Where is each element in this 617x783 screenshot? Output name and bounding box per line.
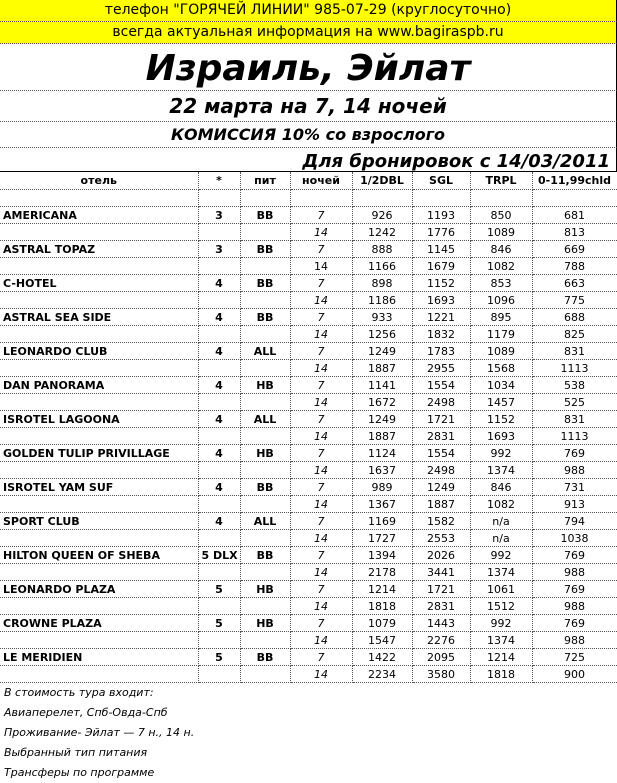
meal-plan: HB bbox=[240, 377, 290, 394]
nights: 14 bbox=[290, 428, 352, 445]
column-header: TRPL bbox=[470, 172, 532, 190]
nights: 14 bbox=[290, 462, 352, 479]
page-title: Израиль, Эйлат bbox=[0, 44, 617, 91]
hotel-stars: 5 bbox=[198, 615, 240, 632]
hotel-stars bbox=[198, 224, 240, 241]
price-child: 669 bbox=[532, 241, 617, 258]
hotel-stars: 4 bbox=[198, 513, 240, 530]
price-child: 831 bbox=[532, 411, 617, 428]
price-sgl: 2831 bbox=[412, 598, 470, 615]
price-trpl: n/a bbox=[470, 513, 532, 530]
nights: 14 bbox=[290, 632, 352, 649]
price-trpl: 992 bbox=[470, 445, 532, 462]
hotel-name: ISROTEL LAGOONA bbox=[0, 411, 198, 428]
nights: 14 bbox=[290, 598, 352, 615]
table-row bbox=[0, 598, 617, 615]
hotel-name: ASTRAL TOPAZ bbox=[0, 241, 198, 258]
table-row bbox=[0, 513, 617, 530]
price-trpl: 895 bbox=[470, 309, 532, 326]
price-sgl: 1249 bbox=[412, 479, 470, 496]
hotel-name bbox=[0, 564, 198, 581]
price-child: 1113 bbox=[532, 428, 617, 445]
price-trpl: 1457 bbox=[470, 394, 532, 411]
price-sgl: 1887 bbox=[412, 496, 470, 513]
meal-plan bbox=[240, 360, 290, 377]
price-half-dbl: 933 bbox=[352, 309, 412, 326]
price-trpl: 846 bbox=[470, 479, 532, 496]
meal-plan: BB bbox=[240, 309, 290, 326]
meal-plan bbox=[240, 598, 290, 615]
price-trpl: 1061 bbox=[470, 581, 532, 598]
hotel-name bbox=[0, 360, 198, 377]
meal-plan bbox=[240, 394, 290, 411]
price-sgl: 2553 bbox=[412, 530, 470, 547]
nights: 14 bbox=[290, 224, 352, 241]
nights: 7 bbox=[290, 241, 352, 258]
hotel-stars bbox=[198, 496, 240, 513]
hotel-stars bbox=[198, 258, 240, 275]
table-row bbox=[0, 343, 617, 360]
nights: 14 bbox=[290, 360, 352, 377]
price-sgl: 1582 bbox=[412, 513, 470, 530]
nights: 14 bbox=[290, 496, 352, 513]
price-trpl: 846 bbox=[470, 241, 532, 258]
table-row bbox=[0, 479, 617, 496]
price-half-dbl: 1124 bbox=[352, 445, 412, 462]
table-row bbox=[0, 275, 617, 292]
hotel-name bbox=[0, 530, 198, 547]
price-half-dbl: 2178 bbox=[352, 564, 412, 581]
price-child: 813 bbox=[532, 224, 617, 241]
meal-plan bbox=[240, 496, 290, 513]
table-row bbox=[0, 547, 617, 564]
price-sgl: 2955 bbox=[412, 360, 470, 377]
dates-subtitle: 22 марта на 7, 14 ночей bbox=[0, 91, 617, 122]
included-notes bbox=[0, 683, 617, 783]
price-child: 769 bbox=[532, 615, 617, 632]
price-half-dbl: 1672 bbox=[352, 394, 412, 411]
price-sgl: 1443 bbox=[412, 615, 470, 632]
nights: 7 bbox=[290, 581, 352, 598]
price-half-dbl: 1249 bbox=[352, 343, 412, 360]
nights: 7 bbox=[290, 649, 352, 666]
price-half-dbl: 1637 bbox=[352, 462, 412, 479]
price-trpl: 1089 bbox=[470, 224, 532, 241]
meal-plan bbox=[240, 564, 290, 581]
table-row bbox=[0, 649, 617, 666]
nights: 14 bbox=[290, 258, 352, 275]
price-child: 681 bbox=[532, 207, 617, 224]
hotel-name: LE MERIDIEN bbox=[0, 649, 198, 666]
price-sgl: 3580 bbox=[412, 666, 470, 683]
meal-plan: HB bbox=[240, 581, 290, 598]
spacer-row bbox=[0, 190, 617, 207]
price-child: 769 bbox=[532, 547, 617, 564]
meal-plan: BB bbox=[240, 241, 290, 258]
table-row bbox=[0, 666, 617, 683]
meal-plan: ALL bbox=[240, 411, 290, 428]
table-row bbox=[0, 309, 617, 326]
price-child: 794 bbox=[532, 513, 617, 530]
hotel-stars: 3 bbox=[198, 207, 240, 224]
price-trpl: 992 bbox=[470, 547, 532, 564]
table-row bbox=[0, 377, 617, 394]
meal-plan bbox=[240, 258, 290, 275]
price-child: 900 bbox=[532, 666, 617, 683]
table-row bbox=[0, 428, 617, 445]
price-half-dbl: 989 bbox=[352, 479, 412, 496]
meal-plan: BB bbox=[240, 207, 290, 224]
price-half-dbl: 1887 bbox=[352, 428, 412, 445]
price-half-dbl: 1887 bbox=[352, 360, 412, 377]
price-child: 1113 bbox=[532, 360, 617, 377]
price-half-dbl: 888 bbox=[352, 241, 412, 258]
column-header: 0-11,99chld bbox=[532, 172, 617, 190]
price-half-dbl: 1141 bbox=[352, 377, 412, 394]
table-row bbox=[0, 241, 617, 258]
price-half-dbl: 1214 bbox=[352, 581, 412, 598]
price-half-dbl: 1166 bbox=[352, 258, 412, 275]
price-half-dbl: 926 bbox=[352, 207, 412, 224]
meal-plan: BB bbox=[240, 649, 290, 666]
price-half-dbl: 898 bbox=[352, 275, 412, 292]
price-trpl: 853 bbox=[470, 275, 532, 292]
table-row bbox=[0, 207, 617, 224]
price-half-dbl: 1727 bbox=[352, 530, 412, 547]
meal-plan: BB bbox=[240, 479, 290, 496]
table-row bbox=[0, 360, 617, 377]
hotel-name bbox=[0, 598, 198, 615]
hotel-stars: 4 bbox=[198, 309, 240, 326]
price-child: 913 bbox=[532, 496, 617, 513]
hotel-stars bbox=[198, 428, 240, 445]
column-header: 1/2DBL bbox=[352, 172, 412, 190]
hotel-name bbox=[0, 258, 198, 275]
hotel-name: ISROTEL YAM SUF bbox=[0, 479, 198, 496]
website-banner: всегда актуальная информация на www.bagiraspb.ru bbox=[0, 22, 617, 44]
price-child: 831 bbox=[532, 343, 617, 360]
hotel-name: AMERICANA bbox=[0, 207, 198, 224]
hotel-name: ASTRAL SEA SIDE bbox=[0, 309, 198, 326]
nights: 7 bbox=[290, 479, 352, 496]
price-half-dbl: 1367 bbox=[352, 496, 412, 513]
price-trpl: 850 bbox=[470, 207, 532, 224]
price-sgl: 2026 bbox=[412, 547, 470, 564]
price-child: 769 bbox=[532, 445, 617, 462]
hotel-stars: 4 bbox=[198, 377, 240, 394]
price-child: 988 bbox=[532, 462, 617, 479]
price-trpl: 1693 bbox=[470, 428, 532, 445]
price-half-dbl: 1394 bbox=[352, 547, 412, 564]
hotel-stars bbox=[198, 326, 240, 343]
price-trpl: 1374 bbox=[470, 462, 532, 479]
price-child: 988 bbox=[532, 598, 617, 615]
price-half-dbl: 1256 bbox=[352, 326, 412, 343]
hotel-name bbox=[0, 394, 198, 411]
note-line: Выбранный тип питания bbox=[4, 746, 148, 759]
hotel-name bbox=[0, 666, 198, 683]
hotel-stars: 4 bbox=[198, 479, 240, 496]
hotel-name: SPORT CLUB bbox=[0, 513, 198, 530]
price-child: 663 bbox=[532, 275, 617, 292]
table-row bbox=[0, 326, 617, 343]
price-child: 1038 bbox=[532, 530, 617, 547]
price-table bbox=[0, 172, 617, 683]
price-sgl: 1221 bbox=[412, 309, 470, 326]
price-sgl: 3441 bbox=[412, 564, 470, 581]
column-header: отель bbox=[0, 172, 198, 190]
nights: 14 bbox=[290, 292, 352, 309]
hotel-stars bbox=[198, 292, 240, 309]
price-trpl: 1214 bbox=[470, 649, 532, 666]
hotel-stars bbox=[198, 462, 240, 479]
hotel-name: HILTON QUEEN OF SHEBA bbox=[0, 547, 198, 564]
hotel-stars bbox=[198, 530, 240, 547]
hotel-name bbox=[0, 462, 198, 479]
nights: 14 bbox=[290, 394, 352, 411]
table-row bbox=[0, 564, 617, 581]
price-trpl: 1152 bbox=[470, 411, 532, 428]
table-row bbox=[0, 292, 617, 309]
price-trpl: n/a bbox=[470, 530, 532, 547]
hotel-name bbox=[0, 326, 198, 343]
price-sgl: 1145 bbox=[412, 241, 470, 258]
price-trpl: 992 bbox=[470, 615, 532, 632]
nights: 14 bbox=[290, 666, 352, 683]
nights: 7 bbox=[290, 615, 352, 632]
table-row bbox=[0, 224, 617, 241]
hotel-name: LEONARDO PLAZA bbox=[0, 581, 198, 598]
note-line: Трансферы по программе bbox=[4, 766, 155, 779]
price-sgl: 1832 bbox=[412, 326, 470, 343]
hotel-stars: 5 bbox=[198, 649, 240, 666]
table-row bbox=[0, 462, 617, 479]
meal-plan: ALL bbox=[240, 343, 290, 360]
hotel-name bbox=[0, 496, 198, 513]
meal-plan bbox=[240, 292, 290, 309]
table-row bbox=[0, 615, 617, 632]
price-trpl: 1034 bbox=[470, 377, 532, 394]
price-half-dbl: 1079 bbox=[352, 615, 412, 632]
nights: 7 bbox=[290, 377, 352, 394]
price-child: 725 bbox=[532, 649, 617, 666]
price-trpl: 1082 bbox=[470, 258, 532, 275]
meal-plan: ALL bbox=[240, 513, 290, 530]
meal-plan bbox=[240, 632, 290, 649]
table-row bbox=[0, 394, 617, 411]
price-sgl: 1721 bbox=[412, 411, 470, 428]
hotel-stars: 3 bbox=[198, 241, 240, 258]
price-child: 769 bbox=[532, 581, 617, 598]
price-sgl: 1679 bbox=[412, 258, 470, 275]
meal-plan: BB bbox=[240, 547, 290, 564]
price-half-dbl: 2234 bbox=[352, 666, 412, 683]
hotline-banner: телефон "ГОРЯЧЕЙ ЛИНИИ" 985-07-29 (круглосуточно) bbox=[0, 0, 617, 22]
hotel-name bbox=[0, 292, 198, 309]
price-sgl: 1721 bbox=[412, 581, 470, 598]
price-sgl: 1193 bbox=[412, 207, 470, 224]
hotel-stars: 4 bbox=[198, 343, 240, 360]
column-header: SGL bbox=[412, 172, 470, 190]
price-child: 688 bbox=[532, 309, 617, 326]
price-trpl: 1568 bbox=[470, 360, 532, 377]
price-trpl: 1374 bbox=[470, 564, 532, 581]
hotel-stars bbox=[198, 666, 240, 683]
price-sgl: 1554 bbox=[412, 377, 470, 394]
hotel-name: CROWNE PLAZA bbox=[0, 615, 198, 632]
meal-plan: HB bbox=[240, 615, 290, 632]
price-half-dbl: 1242 bbox=[352, 224, 412, 241]
hotel-name: GOLDEN TULIP PRIVILLAGE bbox=[0, 445, 198, 462]
price-half-dbl: 1547 bbox=[352, 632, 412, 649]
meal-plan bbox=[240, 224, 290, 241]
price-child: 825 bbox=[532, 326, 617, 343]
column-header: пит bbox=[240, 172, 290, 190]
header-row bbox=[0, 172, 617, 190]
column-header: * bbox=[198, 172, 240, 190]
nights: 14 bbox=[290, 564, 352, 581]
column-header: ночей bbox=[290, 172, 352, 190]
table-row bbox=[0, 581, 617, 598]
meal-plan: BB bbox=[240, 275, 290, 292]
nights: 7 bbox=[290, 275, 352, 292]
price-sgl: 1776 bbox=[412, 224, 470, 241]
commission-note: КОМИССИЯ 10% со взрослого bbox=[0, 122, 617, 148]
table-row bbox=[0, 411, 617, 428]
price-half-dbl: 1818 bbox=[352, 598, 412, 615]
nights: 14 bbox=[290, 326, 352, 343]
nights: 7 bbox=[290, 513, 352, 530]
note-line: Проживание- Эйлат — 7 н., 14 н. bbox=[4, 726, 195, 739]
price-half-dbl: 1169 bbox=[352, 513, 412, 530]
meal-plan bbox=[240, 666, 290, 683]
price-sgl: 1693 bbox=[412, 292, 470, 309]
hotel-stars bbox=[198, 598, 240, 615]
note-line: В стоимость тура входит: bbox=[4, 686, 154, 699]
hotel-stars: 5 DLX bbox=[198, 547, 240, 564]
hotel-name bbox=[0, 632, 198, 649]
price-sgl: 2498 bbox=[412, 462, 470, 479]
meal-plan bbox=[240, 428, 290, 445]
price-child: 775 bbox=[532, 292, 617, 309]
hotel-name bbox=[0, 428, 198, 445]
price-half-dbl: 1186 bbox=[352, 292, 412, 309]
price-sgl: 1783 bbox=[412, 343, 470, 360]
note-line: Авиаперелет, Спб-Овда-Спб bbox=[4, 706, 168, 719]
nights: 7 bbox=[290, 309, 352, 326]
table-row bbox=[0, 530, 617, 547]
price-half-dbl: 1249 bbox=[352, 411, 412, 428]
hotel-stars bbox=[198, 632, 240, 649]
price-sgl: 2095 bbox=[412, 649, 470, 666]
table-row bbox=[0, 445, 617, 462]
price-trpl: 1089 bbox=[470, 343, 532, 360]
price-trpl: 1096 bbox=[470, 292, 532, 309]
price-trpl: 1512 bbox=[470, 598, 532, 615]
price-sgl: 1554 bbox=[412, 445, 470, 462]
price-sgl: 2498 bbox=[412, 394, 470, 411]
price-child: 538 bbox=[532, 377, 617, 394]
table-row bbox=[0, 258, 617, 275]
nights: 7 bbox=[290, 547, 352, 564]
hotel-name: LEONARDO CLUB bbox=[0, 343, 198, 360]
price-trpl: 1374 bbox=[470, 632, 532, 649]
price-trpl: 1818 bbox=[470, 666, 532, 683]
hotel-name bbox=[0, 224, 198, 241]
price-child: 731 bbox=[532, 479, 617, 496]
hotel-name: C-HOTEL bbox=[0, 275, 198, 292]
price-trpl: 1179 bbox=[470, 326, 532, 343]
nights: 7 bbox=[290, 411, 352, 428]
table-row bbox=[0, 496, 617, 513]
hotel-stars bbox=[198, 360, 240, 377]
nights: 7 bbox=[290, 445, 352, 462]
meal-plan bbox=[240, 462, 290, 479]
price-sgl: 1152 bbox=[412, 275, 470, 292]
meal-plan bbox=[240, 326, 290, 343]
hotel-stars: 4 bbox=[198, 411, 240, 428]
hotel-stars: 4 bbox=[198, 275, 240, 292]
nights: 7 bbox=[290, 207, 352, 224]
price-child: 988 bbox=[532, 632, 617, 649]
meal-plan: HB bbox=[240, 445, 290, 462]
price-child: 988 bbox=[532, 564, 617, 581]
price-half-dbl: 1422 bbox=[352, 649, 412, 666]
hotel-name: DAN PANORAMA bbox=[0, 377, 198, 394]
hotel-stars bbox=[198, 394, 240, 411]
hotel-stars: 4 bbox=[198, 445, 240, 462]
nights: 7 bbox=[290, 343, 352, 360]
price-sgl: 2276 bbox=[412, 632, 470, 649]
booking-date: Для бронировок с 14/03/2011 bbox=[0, 148, 617, 172]
price-trpl: 1082 bbox=[470, 496, 532, 513]
nights: 14 bbox=[290, 530, 352, 547]
hotel-stars bbox=[198, 564, 240, 581]
price-sgl: 2831 bbox=[412, 428, 470, 445]
price-child: 525 bbox=[532, 394, 617, 411]
table-row bbox=[0, 632, 617, 649]
meal-plan bbox=[240, 530, 290, 547]
price-child: 788 bbox=[532, 258, 617, 275]
hotel-stars: 5 bbox=[198, 581, 240, 598]
